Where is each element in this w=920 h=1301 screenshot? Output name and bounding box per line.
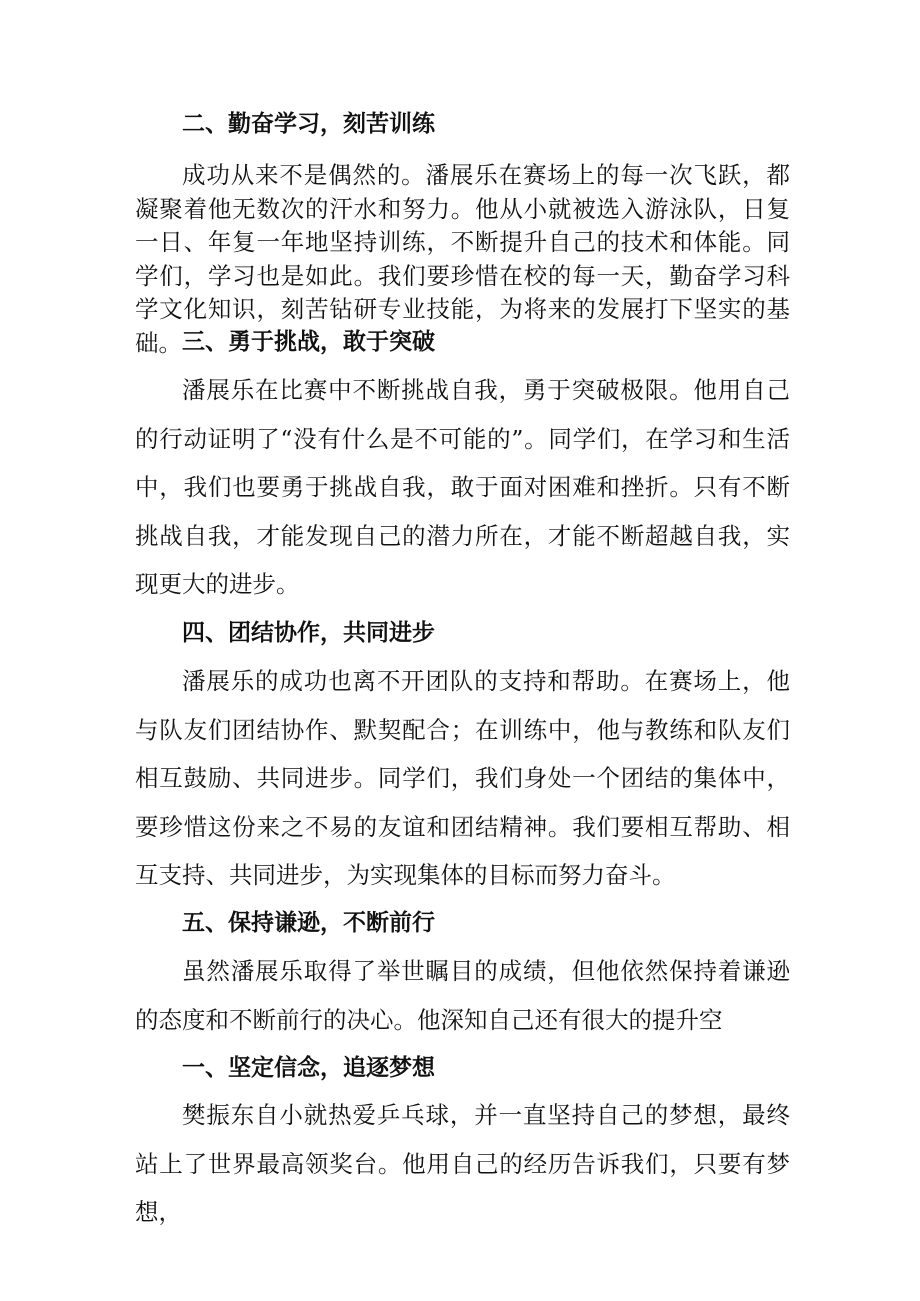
section-paragraph: 樊振东自小就热爱乒乓球，并一直坚持自己的梦想，最终站上了世界最高领奖台。他用自己的经历告诉我们，只要有梦想， — [135, 1101, 790, 1226]
section-body-5 — [135, 947, 790, 1044]
section-paragraph: 潘展乐的成功也离不开团队的支持和帮助。在赛场上，他与队友们团结协作、默契配合；在训练中，他与教练和队友们相互鼓励、共同进步。同学们，我们身处一个团结的集体中，要珍惜这份来之不易的友谊和团结精神。我们要相互帮助、相互支持、共同进步，为实现集体的目标而努力奋斗。 — [135, 667, 790, 889]
section-paragraph: 虽然潘展乐取得了举世瞩目的成绩，但他依然保持着谦逊的态度和不断前行的决心。他深知自己还有很大的提升空 — [135, 957, 790, 1034]
section-heading-5: 五、保持谦逊，不断前行 — [182, 910, 435, 936]
section-heading-2: 二、勤奋学习，刻苦训练 — [182, 111, 435, 137]
section-paragraph: 成功从来不是偶然的。潘展乐在赛场上的每一次飞跃，都凝聚着他无数次的汗水和努力。他从小就被选入游泳队，日复一日、年复一年地坚持训练，不断提升自己的技术和体能。同学们，学习也是如此。我们要珍惜在校的每一天，勤奋学习科学文化知识，刻苦钻研专业技能，为将来的发展打下坚实的基础。 — [135, 161, 790, 357]
section-paragraph: 潘展乐在比赛中不断挑战自我，勇于突破极限。他用自己的行动证明了“没有什么是不可能的”。同学们，在学习和生活中，我们也要勇于挑战自我，敢于面对困难和挫折。只有不断挑战自我，才能发现自己的潜力所在，才能不断超越自我，实现更大的进步。 — [135, 376, 790, 598]
section-heading-1: 一、坚定信念，追逐梦想 — [182, 1055, 435, 1081]
section-heading-3: 三、勇于挑战，敢于突破 — [182, 329, 435, 355]
section-body-3 — [135, 366, 790, 609]
section-body-1 — [135, 1091, 790, 1237]
section-body-4 — [135, 657, 790, 900]
section-heading-4: 四、团结协作，共同进步 — [182, 620, 435, 646]
